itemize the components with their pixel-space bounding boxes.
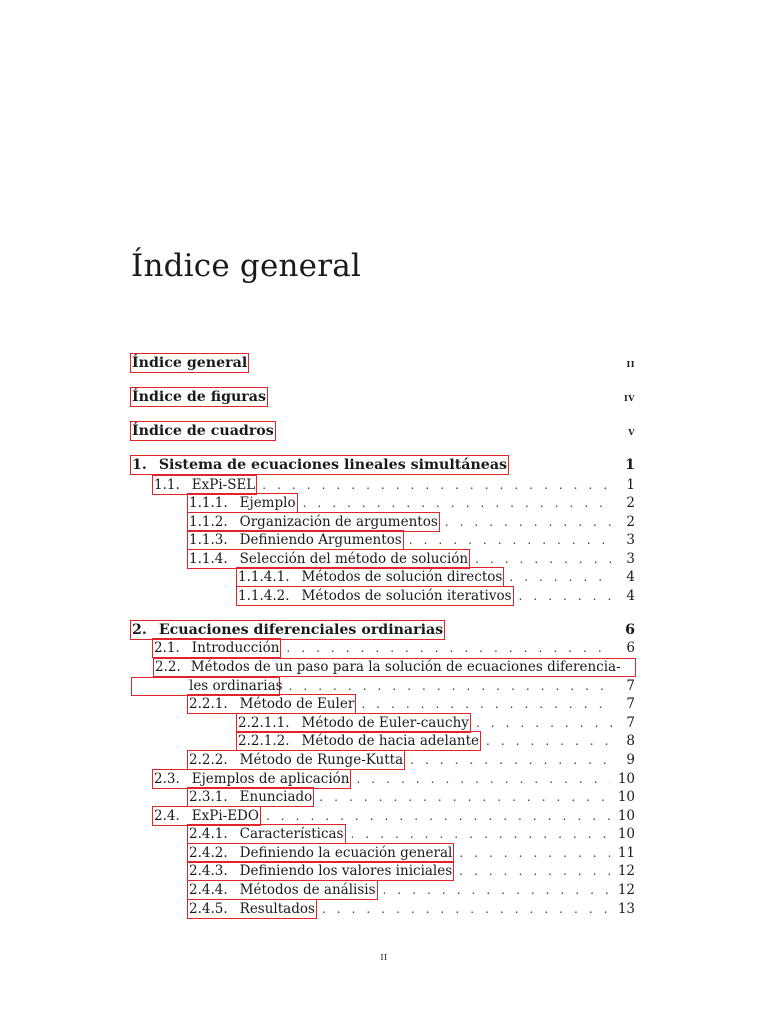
toc-link[interactable] bbox=[237, 714, 470, 732]
toc-link[interactable] bbox=[188, 531, 403, 549]
toc-page-number: 10 bbox=[617, 826, 635, 842]
toc-link[interactable] bbox=[188, 550, 469, 568]
chapter-title: Sistema de ecuaciones lineales simultáneas bbox=[158, 457, 507, 473]
toc-link[interactable] bbox=[131, 456, 508, 474]
toc-section-2-4-5 bbox=[188, 900, 635, 918]
toc-page-number: 6 bbox=[625, 622, 635, 638]
toc-link[interactable] bbox=[237, 587, 513, 605]
chapter-number: 2. bbox=[132, 622, 147, 638]
toc-section-1-1-1 bbox=[188, 494, 635, 512]
leader-dots bbox=[361, 695, 613, 713]
section-number: 2.4.5. bbox=[189, 901, 228, 917]
leader-dots bbox=[266, 807, 610, 825]
section-title: Método de Euler bbox=[239, 696, 355, 712]
section-number: 1.1.4.2. bbox=[238, 588, 290, 604]
toc-page-number: 4 bbox=[626, 569, 635, 585]
section-title: Método de Euler-cauchy bbox=[301, 715, 469, 731]
toc-section-2-4 bbox=[153, 807, 635, 825]
toc-link[interactable] bbox=[153, 770, 350, 788]
toc-link[interactable] bbox=[237, 732, 480, 750]
toc-link[interactable] bbox=[188, 844, 453, 862]
leader-dots bbox=[383, 881, 610, 899]
leader-dots bbox=[459, 862, 610, 880]
toc-section-1-1 bbox=[153, 476, 635, 494]
leader-dots bbox=[410, 751, 613, 769]
section-number: 1.1.3. bbox=[189, 532, 228, 548]
section-title: Ejemplo bbox=[239, 495, 296, 511]
toc-section-2-3 bbox=[153, 770, 635, 788]
leader-dots bbox=[486, 732, 613, 750]
leader-dots bbox=[262, 476, 613, 494]
section-number: 2.4. bbox=[154, 808, 180, 824]
section-title: Método de Runge-Kutta bbox=[239, 752, 404, 768]
section-number: 1.1.4.1. bbox=[238, 569, 290, 585]
toc-entry-indice-figuras bbox=[131, 388, 635, 406]
leader-dots bbox=[459, 844, 610, 862]
toc-page-number: 3 bbox=[626, 532, 635, 548]
section-title: Métodos de análisis bbox=[239, 882, 376, 898]
leader-dots bbox=[445, 513, 613, 531]
toc-page-number: 2 bbox=[626, 495, 635, 511]
toc-link[interactable] bbox=[188, 494, 297, 512]
section-title: Enunciado bbox=[239, 789, 313, 805]
toc-page-number: iv bbox=[624, 390, 635, 404]
section-number: 2.2. bbox=[155, 659, 181, 675]
toc-page-number: v bbox=[628, 424, 635, 438]
section-title: Selección del método de solución bbox=[239, 551, 469, 567]
toc-section-1-1-4-2 bbox=[237, 587, 635, 605]
toc-link[interactable]: Índice general bbox=[132, 355, 248, 371]
leader-dots bbox=[519, 587, 613, 605]
leader-dots bbox=[356, 770, 609, 788]
toc-section-1-1-2 bbox=[188, 513, 635, 531]
toc-section-2-3-1 bbox=[188, 788, 635, 806]
toc-link[interactable] bbox=[188, 695, 355, 713]
toc-link[interactable] bbox=[188, 862, 453, 880]
toc-link[interactable]: Índice de figuras bbox=[132, 389, 266, 405]
section-number: 2.4.2. bbox=[189, 845, 228, 861]
toc-page-number: 11 bbox=[617, 845, 635, 861]
section-title: Introducción bbox=[191, 640, 280, 656]
toc-chapter-1 bbox=[131, 456, 635, 474]
toc-section-1-1-3 bbox=[188, 531, 635, 549]
toc-link[interactable] bbox=[153, 476, 256, 494]
toc-section-2-2-1-1 bbox=[237, 714, 635, 732]
section-title-line2: les ordinarias bbox=[189, 678, 283, 694]
toc-entry-indice-cuadros bbox=[131, 422, 635, 440]
toc-link[interactable]: Índice de cuadros bbox=[132, 423, 274, 439]
section-number: 1.1.1. bbox=[189, 495, 228, 511]
toc-section-2-2-1-2 bbox=[237, 732, 635, 750]
leader-dots bbox=[409, 531, 613, 549]
chapter-title: Ecuaciones diferenciales ordinarias bbox=[158, 622, 444, 638]
toc-link[interactable] bbox=[237, 568, 503, 586]
toc-page-number: 7 bbox=[626, 696, 635, 712]
toc-page-number: 12 bbox=[617, 863, 635, 879]
toc-section-2-4-3 bbox=[188, 862, 635, 880]
toc-page-number: 10 bbox=[617, 808, 635, 824]
section-number: 1.1. bbox=[154, 477, 180, 493]
leader-dots bbox=[286, 639, 613, 657]
section-number: 2.2.1. bbox=[189, 696, 228, 712]
section-number: 2.2.1.2. bbox=[238, 733, 290, 749]
toc-section-1-1-4-1 bbox=[237, 568, 635, 586]
toc-section-2-4-1 bbox=[188, 825, 635, 843]
section-number: 2.1. bbox=[154, 640, 180, 656]
section-title: Método de hacia adelante bbox=[301, 733, 479, 749]
section-title: Métodos de solución iterativos bbox=[301, 588, 512, 604]
section-number: 1.1.4. bbox=[189, 551, 228, 567]
section-title: Definiendo la ecuación general bbox=[239, 845, 453, 861]
toc-page-number: 7 bbox=[626, 715, 635, 731]
toc-section-2-2-1 bbox=[188, 695, 635, 713]
toc-chapter-2 bbox=[131, 621, 635, 639]
section-title: Características bbox=[239, 826, 344, 842]
toc-page-number: 1 bbox=[625, 457, 635, 473]
toc-link[interactable] bbox=[188, 900, 316, 918]
section-number: 2.4.4. bbox=[189, 882, 228, 898]
toc-link[interactable] bbox=[153, 807, 260, 825]
leader-dots bbox=[351, 825, 610, 843]
toc-page-number: 10 bbox=[617, 789, 635, 805]
section-number: 2.4.3. bbox=[189, 863, 228, 879]
toc-section-2-1 bbox=[153, 639, 635, 657]
page-number-footer: ii bbox=[380, 950, 388, 963]
toc-page-number: 2 bbox=[626, 514, 635, 530]
page-title: Índice general bbox=[131, 248, 362, 284]
leader-dots bbox=[322, 900, 610, 918]
toc-page-number: 12 bbox=[617, 882, 635, 898]
toc-link[interactable] bbox=[188, 788, 313, 806]
chapter-number: 1. bbox=[132, 457, 147, 473]
leader-dots bbox=[319, 788, 610, 806]
leader-dots bbox=[476, 714, 613, 732]
toc-section-1-1-4 bbox=[188, 550, 635, 568]
toc-entry-indice-general bbox=[131, 354, 635, 372]
toc-section-2-4-2 bbox=[188, 844, 635, 862]
toc-link[interactable] bbox=[153, 639, 280, 657]
section-title: Definiendo los valores iniciales bbox=[239, 863, 453, 879]
leader-dots bbox=[289, 677, 613, 695]
leader-dots bbox=[509, 568, 613, 586]
toc-page-number: 7 bbox=[626, 678, 635, 694]
section-title: Ejemplos de aplicación bbox=[191, 771, 350, 787]
toc-link[interactable] bbox=[188, 513, 439, 531]
section-number: 2.2.2. bbox=[189, 752, 228, 768]
toc-page-number: 4 bbox=[626, 588, 635, 604]
section-title-line1: Métodos de un paso para la solución de ecuaciones diferencia- bbox=[190, 659, 621, 675]
section-title: ExPi-EDO bbox=[191, 808, 259, 824]
toc-page-number: 13 bbox=[617, 901, 635, 917]
toc-link[interactable] bbox=[188, 751, 404, 769]
toc-link[interactable] bbox=[131, 621, 444, 639]
section-number: 2.3.1. bbox=[189, 789, 228, 805]
toc-section-2-2-line1 bbox=[153, 658, 635, 676]
section-title: Resultados bbox=[239, 901, 315, 917]
toc-section-2-2-line2 bbox=[189, 677, 635, 695]
section-number: 2.3. bbox=[154, 771, 180, 787]
section-title: Métodos de solución directos bbox=[301, 569, 503, 585]
toc-section-2-2-2 bbox=[188, 751, 635, 769]
toc-page-number: 10 bbox=[617, 771, 635, 787]
leader-dots bbox=[475, 550, 613, 568]
toc-page-number: 3 bbox=[626, 551, 635, 567]
toc-link[interactable] bbox=[188, 881, 377, 899]
toc-page-number: 6 bbox=[626, 640, 635, 656]
section-number: 2.4.1. bbox=[189, 826, 228, 842]
section-title: Organización de argumentos bbox=[239, 514, 438, 530]
section-title: ExPi-SEL bbox=[191, 477, 256, 493]
toc-section-2-4-4 bbox=[188, 881, 635, 899]
leader-dots bbox=[303, 494, 613, 512]
section-number: 2.2.1.1. bbox=[238, 715, 290, 731]
toc-page-number: 8 bbox=[626, 733, 635, 749]
section-title: Definiendo Argumentos bbox=[239, 532, 402, 548]
toc-link[interactable] bbox=[188, 825, 345, 843]
toc-page-number: 1 bbox=[626, 477, 635, 493]
toc-page-number: ii bbox=[626, 356, 635, 370]
toc-page-number: 9 bbox=[626, 752, 635, 768]
section-number: 1.1.2. bbox=[189, 514, 228, 530]
